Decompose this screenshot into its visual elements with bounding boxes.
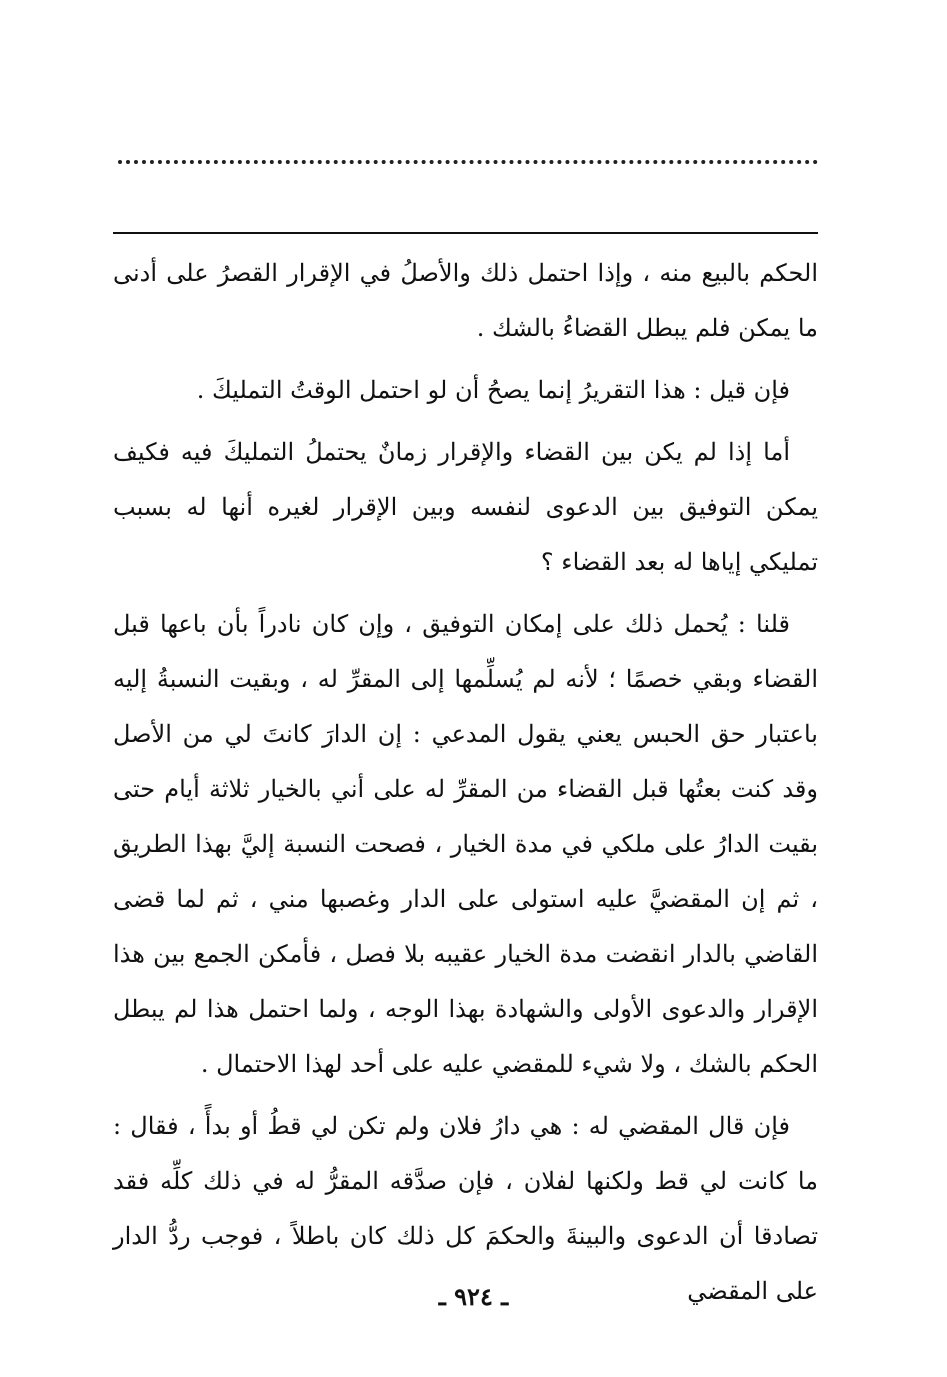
- paragraph-1: الحكم بالبيع منه ، وإذا احتمل ذلك والأصلُ في الإقرار القصرُ على أدنى ما يمكن فلم يبطل القضاءُ بالشك .: [113, 259, 818, 342]
- paragraph-3: أما إذا لم يكن بين القضاء والإقرار زمانٌ يحتملُ التمليكَ فيه فكيف يمكن التوفيق بين الدعوى لنفسه وبين الإقرار لغيره أنها له بسبب تمليكي إياها له بعد القضاء ؟: [113, 438, 818, 576]
- paragraph-5: فإن قال المقضي له : هي دارُ فلان ولم تكن لي قطُ أو بدأً ، فقال : ما كانت لي قط ولكنها لفلان ، فإن صدَّقه المقرُّ له في ذلك كلِّه فقد تصادقا أن الدعوى والبينةَ والحكمَ كل ذلك كان باطلاً ، فوجب ردُّ الدار على المقضي: [113, 1112, 818, 1305]
- paragraph-4: قلنا : يُحمل ذلك على إمكان التوفيق ، وإن كان نادراً بأن باعها قبل القضاء وبقي خصمًا ؛ لأنه لم يُسلِّمها إلى المقرِّ له ، وبقيت النسبةُ إليه باعتبار حق الحبس يعني يقول المدعي : إن الدارَ كانتَ لي من الأصل وقد كنت بعتُها قبل القضاء من المقرِّ له على أني بالخيار ثلاثة أيام حتى بقيت الدارُ على ملكي في مدة الخيار ، فصحت النسبة إليَّ بهذا الطريق ، ثم إن المقضيَّ عليه استولى على الدار وغصبها مني ، ثم لما قضى القاضي بالدار انقضت مدة الخيار عقيبه بلا فصل ، فأمكن الجمع بين هذا الإقرار والدعوى الأولى والشهادة بهذا الوجه ، ولما احتمل هذا لم يبطل الحكم بالشك ، ولا شيء للمقضي عليه على أحد لهذا الاحتمال .: [113, 610, 818, 1078]
- paragraph-2: فإن قيل : هذا التقريرُ إنما يصحُ أن لو احتمل الوقتُ التمليكَ .: [196, 376, 790, 404]
- page-body: [113, 246, 818, 1326]
- page-number: ـ ٩٢٤ ـ: [438, 1282, 509, 1311]
- top-dotted-separator: [118, 160, 818, 164]
- top-solid-separator: [113, 232, 818, 234]
